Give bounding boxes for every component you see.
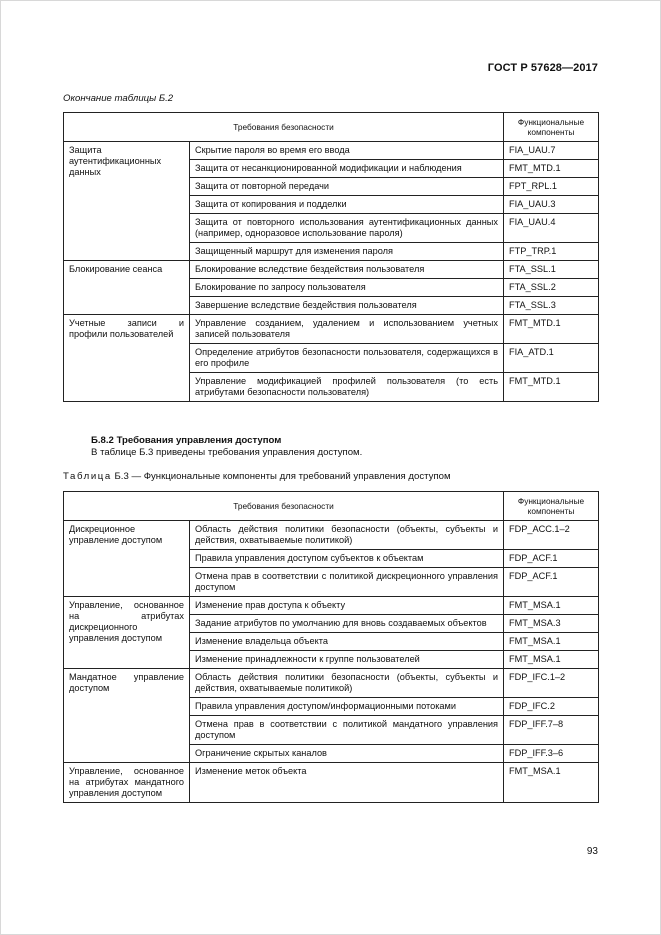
section-text: В таблице Б.3 приведены требования управления доступом.	[91, 446, 363, 458]
requirement-cell: Завершение вследствие бездействия пользователя	[190, 297, 504, 315]
group-name-cell: Дискреционное управление доступом	[64, 521, 190, 597]
requirement-cell: Определение атрибутов безопасности пользователя, содержащихся в его профиле	[190, 344, 504, 373]
component-code-cell: FMT_MSA.3	[504, 615, 599, 633]
component-code-cell: FMT_MTD.1	[504, 160, 599, 178]
column-header-requirements: Требования безопасности	[64, 113, 504, 142]
table-row	[64, 669, 599, 698]
requirement-cell: Блокирование вследствие бездействия пользователя	[190, 261, 504, 279]
group-name-cell: Мандатное управление доступом	[64, 669, 190, 763]
component-code-cell: FDP_IFF.3–6	[504, 745, 599, 763]
standard-number: ГОСТ Р 57628—2017	[487, 62, 598, 74]
table-row	[64, 521, 599, 550]
requirement-cell: Управление модификацией профилей пользователя (то есть атрибутами безопасности пользователя)	[190, 373, 504, 402]
component-code-cell: FIA_UAU.7	[504, 142, 599, 160]
component-code-cell: FIA_ATD.1	[504, 344, 599, 373]
requirement-cell: Защита от копирования и подделки	[190, 196, 504, 214]
component-code-cell: FPT_RPL.1	[504, 178, 599, 196]
column-header-requirements: Требования безопасности	[64, 492, 504, 521]
requirement-cell: Скрытие пароля во время его ввода	[190, 142, 504, 160]
table-row	[64, 597, 599, 615]
requirement-cell: Изменение прав доступа к объекту	[190, 597, 504, 615]
requirement-cell: Правила управления доступом/информационными потоками	[190, 698, 504, 716]
component-code-cell: FDP_IFC.2	[504, 698, 599, 716]
requirement-cell: Защита от повторной передачи	[190, 178, 504, 196]
component-code-cell: FDP_ACF.1	[504, 550, 599, 568]
group-name-cell: Блокирование сеанса	[64, 261, 190, 315]
table-b2-caption: Окончание таблицы Б.2	[63, 93, 174, 104]
requirement-cell: Область действия политики безопасности (объекты, субъекты и действия, охватываемые политикой)	[190, 669, 504, 698]
component-code-cell: FMT_MSA.1	[504, 651, 599, 669]
component-code-cell: FIA_UAU.3	[504, 196, 599, 214]
table-b3-caption-label: Таблица	[63, 471, 112, 482]
table-b3-caption-text: Б.3 — Функциональные компоненты для требований управления доступом	[114, 471, 451, 482]
page-number: 93	[586, 846, 598, 857]
requirement-cell: Управление созданием, удалением и использованием учетных записей пользователя	[190, 315, 504, 344]
column-header-components: Функциональные компоненты	[504, 113, 599, 142]
table-b3	[63, 491, 599, 803]
component-code-cell: FTA_SSL.3	[504, 297, 599, 315]
component-code-cell: FDP_IFC.1–2	[504, 669, 599, 698]
table-row	[64, 763, 599, 803]
requirement-cell: Ограничение скрытых каналов	[190, 745, 504, 763]
component-code-cell: FTA_SSL.1	[504, 261, 599, 279]
group-name-cell: Защита аутентификационных данных	[64, 142, 190, 261]
component-code-cell: FTP_TRP.1	[504, 243, 599, 261]
group-name-cell: Управление, основанное на атрибутах дискреционного управления доступом	[64, 597, 190, 669]
requirement-cell: Правила управления доступом субъектов к объектам	[190, 550, 504, 568]
table-b3-caption	[63, 471, 451, 482]
requirement-cell: Защита от повторного использования аутентификационных данных (например, одноразовое использование пароля)	[190, 214, 504, 243]
section-b82	[91, 435, 362, 458]
group-name-cell: Управление, основанное на атрибутах мандатного управления доступом	[64, 763, 190, 803]
requirement-cell: Изменение владельца объекта	[190, 633, 504, 651]
requirement-cell: Изменение меток объекта	[190, 763, 504, 803]
component-code-cell: FDP_ACC.1–2	[504, 521, 599, 550]
requirement-cell: Защита от несанкционированной модификации и наблюдения	[190, 160, 504, 178]
requirement-cell: Отмена прав в соответствии с политикой мандатного управления доступом	[190, 716, 504, 745]
group-name-cell: Учетные записи и профили пользователей	[64, 315, 190, 402]
column-header-components: Функциональные компоненты	[504, 492, 599, 521]
table-b2	[63, 112, 599, 402]
table-row	[64, 315, 599, 344]
table-row	[64, 261, 599, 279]
requirement-cell: Защищенный маршрут для изменения пароля	[190, 243, 504, 261]
component-code-cell: FMT_MSA.1	[504, 597, 599, 615]
requirement-cell: Отмена прав в соответствии с политикой дискреционного управления доступом	[190, 568, 504, 597]
component-code-cell: FDP_IFF.7–8	[504, 716, 599, 745]
requirement-cell: Задание атрибутов по умолчанию для вновь создаваемых объектов	[190, 615, 504, 633]
requirement-cell: Область действия политики безопасности (объекты, субъекты и действия, охватываемые политикой)	[190, 521, 504, 550]
requirement-cell: Изменение принадлежности к группе пользователей	[190, 651, 504, 669]
component-code-cell: FMT_MTD.1	[504, 315, 599, 344]
component-code-cell: FIA_UAU.4	[504, 214, 599, 243]
component-code-cell: FDP_ACF.1	[504, 568, 599, 597]
table-row	[64, 142, 599, 160]
component-code-cell: FMT_MTD.1	[504, 373, 599, 402]
requirement-cell: Блокирование по запросу пользователя	[190, 279, 504, 297]
component-code-cell: FTA_SSL.2	[504, 279, 599, 297]
component-code-cell: FMT_MSA.1	[504, 633, 599, 651]
component-code-cell: FMT_MSA.1	[504, 763, 599, 803]
section-title: Б.8.2 Требования управления доступом	[91, 435, 282, 446]
